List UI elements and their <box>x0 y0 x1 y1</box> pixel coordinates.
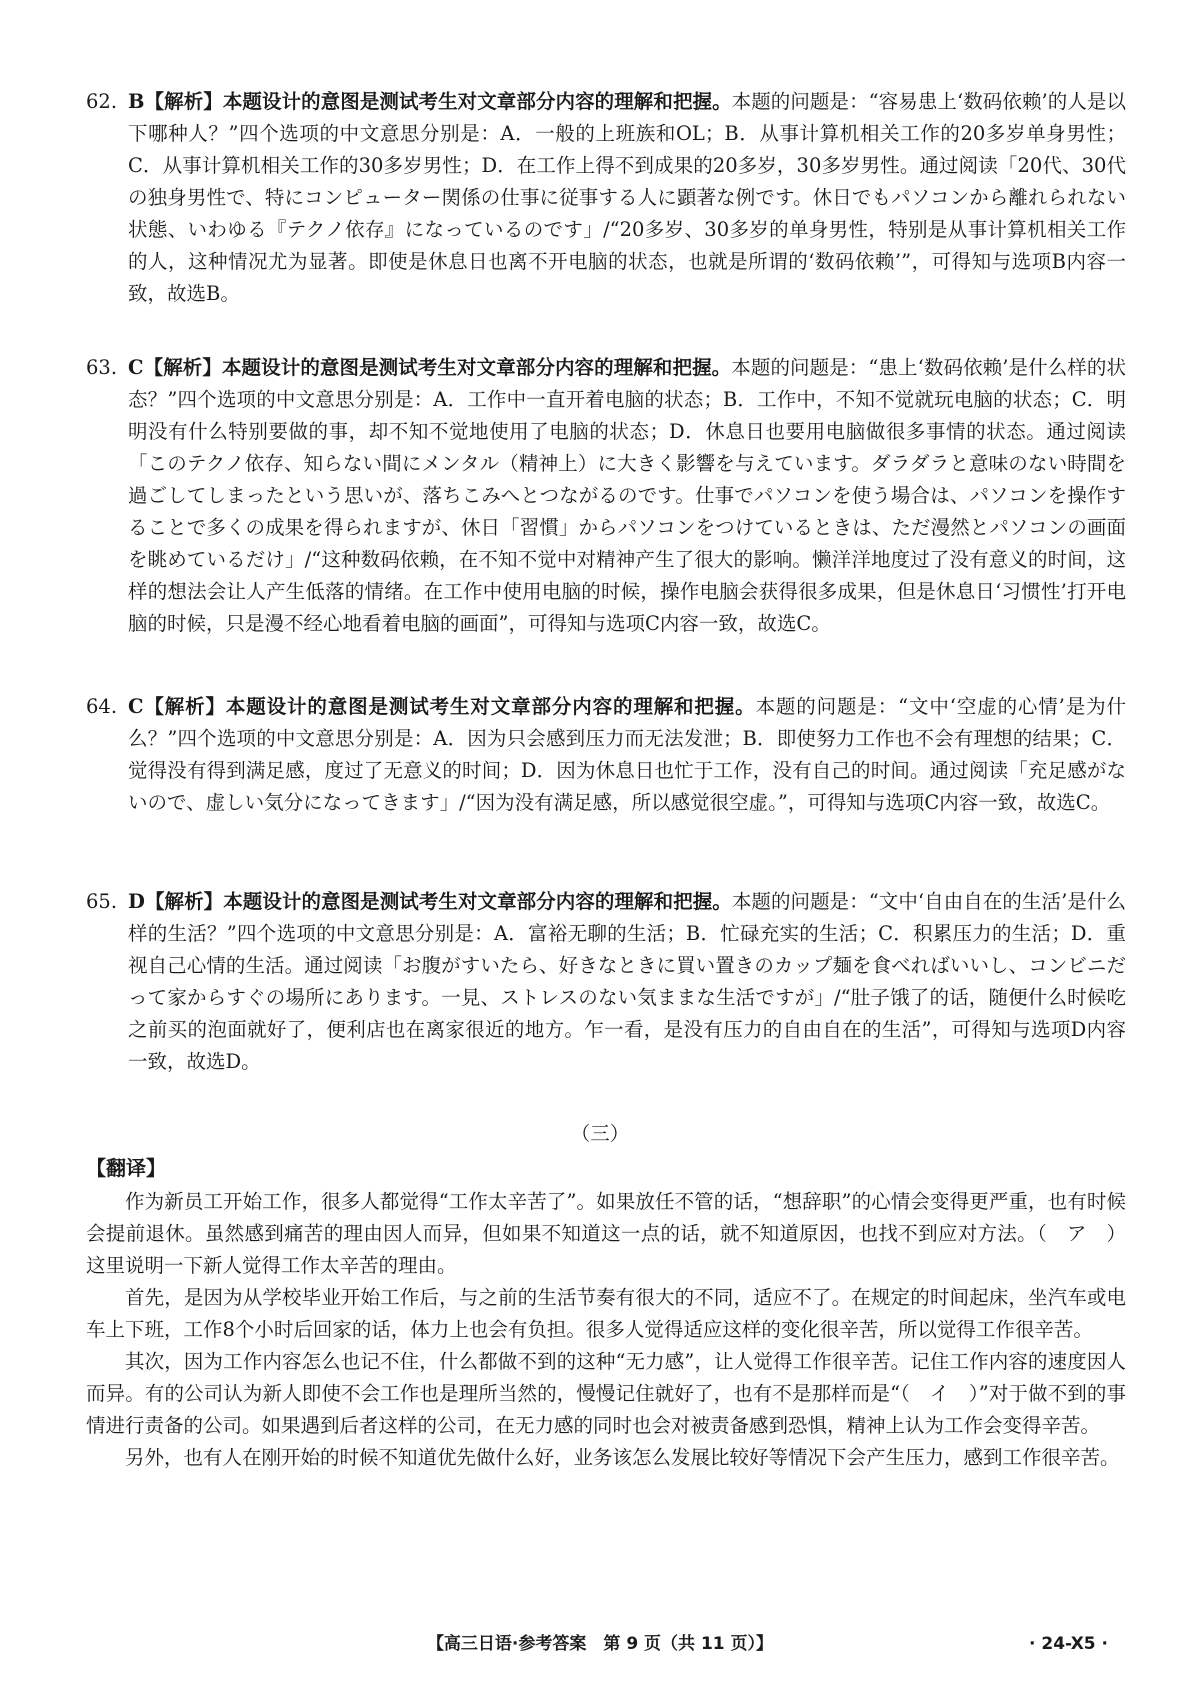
translation-paragraph: 另外，也有人在刚开始的时候不知道优先做什么好，业务该怎么发展比较好等情况下会产生压力，感到工作很辛苦。 <box>125 1446 1120 1469</box>
answer-item-65 <box>86 886 1126 1078</box>
translation-paragraph: 作为新员工开始工作，很多人都觉得“工作太辛苦了”。如果放任不管的话，“想辞职”的心情会变得更严重，也有时候会提前退休。虽然感到痛苦的理由因人而异，但如果不知道这一点的话，就不知道原因，也找不到应对方法。（ ア ）这里说明一下新人觉得工作太辛苦的理由。 <box>86 1190 1126 1277</box>
translation-paragraph: 其次，因为工作内容怎么也记不住，什么都做不到的这种“无力感”，让人觉得工作很辛苦。记住工作内容的速度因人而异。有的公司认为新人即使不会工作也是理所当然的，慢慢记住就好了，也有不是那样而是“（ イ ）”对于做不到的事情进行责备的公司。如果遇到后者这样的公司，在无力感的同时也会对被责备感到恐惧，精神上认为工作会变得辛苦。 <box>86 1350 1126 1437</box>
item-number: 64. <box>86 695 118 718</box>
item-number: 62. <box>86 90 118 113</box>
answer-item-64 <box>86 691 1126 819</box>
section-title: （三） <box>570 1122 630 1145</box>
translation-paragraph: 首先，是因为从学校毕业开始工作后，与之前的生活节奏有很大的不同，适应不了。在规定的时间起床，坐汽车或电车上下班，工作8个小时后回家的话，体力上也会有负担。很多人觉得适应这样的变化很辛苦，所以觉得工作很辛苦。 <box>86 1286 1126 1341</box>
item-lead: B【解析】本题设计的意图是测试考生对文章部分内容的理解和把握。 <box>128 90 732 113</box>
item-text: 本题的问题是：“容易患上‘数码依赖’的人是以下哪种人？”四个选项的中文意思分别是：A．一般的上班族和OL；B．从事计算机相关工作的20多岁单身男性；C．从事计算机相关工作的30多岁男性；D．在工作上得不到成果的20多岁，30多岁男性。通过阅读「20代、30代の独身男性で、特にコンピューター関係の仕事に従事する人に顕著な例です。休日でもパソコンから離れられない状態、いわゆる『テクノ依存』になっているのです」/“20多岁、30多岁的单身男性，特别是从事计算机相关工作的人，这种情况尤为显著。即使是休息日也离不开电脑的状态，也就是所谓的‘数码依赖’”，可得知与选项B内容一致，故选B。 <box>128 90 1126 305</box>
answer-item-62 <box>86 86 1126 310</box>
item-text: 本题的问题是：“文中‘自由自在的生活’是什么样的生活？”四个选项的中文意思分别是：A．富裕无聊的生活；B．忙碌充实的生活；C．积累压力的生活；D．重视自己心情的生活。通过阅读「お腹がすいたら、好きなときに買い置きのカップ麺を食べればいいし、コンビニだって家からすぐの場所にあります。一見、ストレスのない気ままな生活ですが」/“肚子饿了的话，随便什么时候吃之前买的泡面就好了，便利店也在离家很近的地方。乍一看，是没有压力的自由自在的生活”，可得知与选项D内容一致，故选D。 <box>128 890 1126 1073</box>
footer-page-info: 【高三日语·参考答案 第 9 页（共 11 页）】 <box>426 1634 774 1654</box>
item-lead: C【解析】本题设计的意图是测试考生对文章部分内容的理解和把握。 <box>128 356 732 379</box>
translation-body <box>86 1186 1126 1474</box>
item-text: 本题的问题是：“患上‘数码依赖’是什么样的状态？”四个选项的中文意思分别是：A．工作中一直开着电脑的状态；B．工作中，不知不觉就玩电脑的状态；C．明明没有什么特别要做的事，却不知不觉地使用了电脑的状态；D．休息日也要用电脑做很多事情的状态。通过阅读「このテクノ依存、知らない間にメンタル（精神上）に大きく影響を与えています。ダラダラと意味のない時間を過ごしてしまったという思いが、落ちこみへとつながるのです。仕事でパソコンを使う場合は、パソコンを操作することで多くの成果を得られますが、休日「習慣」からパソコンをつけているときは、ただ漫然とパソコンの画面を眺めているだけ」/“这种数码依赖，在不知不觉中对精神产生了很大的影响。懒洋洋地度过了没有意义的时间，这样的想法会让人产生低落的情绪。在工作中使用电脑的时候，操作电脑会获得很多成果，但是休息日‘习惯性’打开电脑的时候，只是漫不经心地看着电脑的画面”，可得知与选项C内容一致，故选C。 <box>128 356 1126 635</box>
answer-item-63 <box>86 352 1126 640</box>
item-lead: D【解析】本题设计的意图是测试考生对文章部分内容的理解和把握。 <box>128 890 732 913</box>
item-text: 本题的问题是：“文中‘空虚的心情’是为什么？”四个选项的中文意思分别是：A．因为只会感到压力而无法发泄；B．即使努力工作也不会有理想的结果；C．觉得没有得到满足感，度过了无意义的时间；D．因为休息日也忙于工作，没有自己的时间。通过阅读「充足感がないので、虚しい気分になってきます」/“因为没有满足感，所以感觉很空虚。”，可得知与选项C内容一致，故选C。 <box>128 695 1126 814</box>
footer-code: · 24-X5 · <box>1028 1634 1108 1654</box>
item-lead: C【解析】本题设计的意图是测试考生对文章部分内容的理解和把握。 <box>128 695 756 718</box>
item-number: 65. <box>86 890 118 913</box>
translation-heading: 【翻译】 <box>86 1156 166 1180</box>
item-number: 63. <box>86 356 118 379</box>
